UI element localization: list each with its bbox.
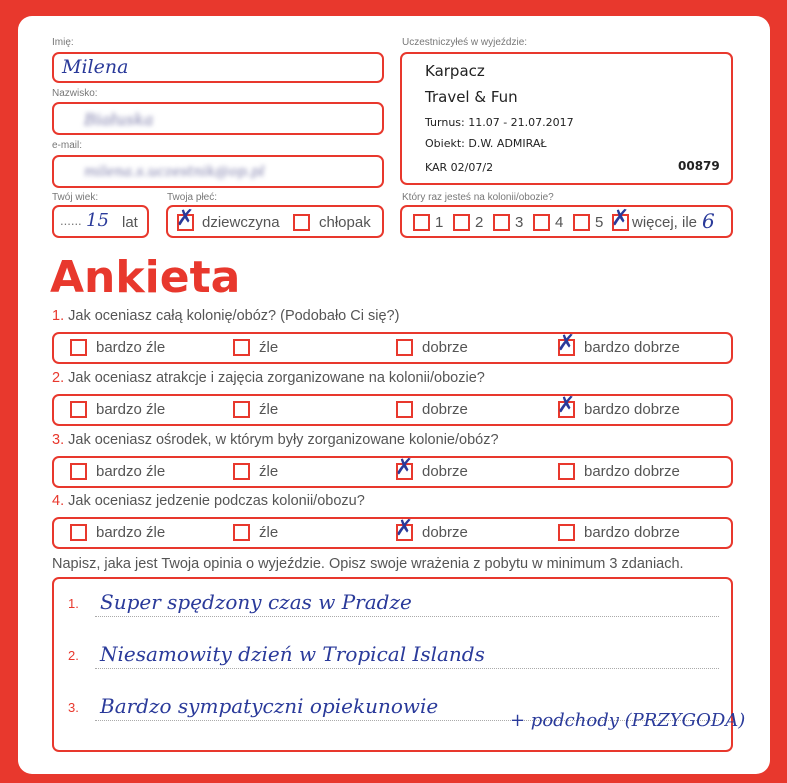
question-3-option-2-checkbox[interactable] <box>233 463 250 480</box>
count-5-checkbox[interactable] <box>573 214 590 231</box>
question-3-option-3-label: dobrze <box>422 463 468 480</box>
age-label: Twój wiek: <box>52 192 99 203</box>
question-2-option-3-label: dobrze <box>422 401 468 418</box>
checkmark-icon: ✗ <box>557 331 576 356</box>
trip-number: 00879 <box>678 159 720 173</box>
question-2-option-2-label: źle <box>259 401 279 418</box>
question-4-option-4-label: bardzo dobrze <box>584 524 680 541</box>
age-field[interactable] <box>52 205 149 238</box>
opinion-1-line <box>95 616 719 617</box>
question-4-option-1-label: bardzo źle <box>96 524 166 541</box>
question-text: Jak oceniasz atrakcje i zajęcia zorganizowane na kolonii/obozie? <box>68 370 485 386</box>
gender-girl-label: dziewczyna <box>202 214 280 231</box>
trip-object: Obiekt: D.W. ADMIRAŁ <box>425 137 547 150</box>
question-1-label <box>52 308 399 324</box>
name-value: Milena <box>62 56 129 78</box>
count-2-label: 2 <box>475 214 484 231</box>
question-number: 4. <box>52 493 65 509</box>
trip-code: KAR 02/07/2 <box>425 161 494 174</box>
question-number: 1. <box>52 308 65 324</box>
count-1-checkbox[interactable] <box>413 214 430 231</box>
question-text: Jak oceniasz ośrodek, w którym były zorganizowane kolonie/obóz? <box>68 432 499 448</box>
question-1-option-3-label: dobrze <box>422 339 468 356</box>
count-4-checkbox[interactable] <box>533 214 550 231</box>
count-more-value: 6 <box>702 209 715 233</box>
question-4-option-1-checkbox[interactable] <box>70 524 87 541</box>
question-3-label <box>52 432 499 448</box>
question-text: Jak oceniasz całą kolonię/obóz? (Podobało Ci się?) <box>68 308 400 324</box>
question-1-option-1-label: bardzo źle <box>96 339 166 356</box>
gender-field <box>166 205 384 238</box>
opinion-2-text: Niesamowity dzień w Tropical Islands <box>100 642 485 666</box>
gender-label: Twoja płeć: <box>167 192 218 203</box>
question-2-option-2-checkbox[interactable] <box>233 401 250 418</box>
opinion-2-number: 2. <box>68 648 79 663</box>
question-4-option-2-label: źle <box>259 524 279 541</box>
camp-count-label: Który raz jesteś na kolonii/obozie? <box>402 192 554 203</box>
question-2-option-4-checkbox[interactable] <box>557 393 576 418</box>
count-more-label: więcej, ile <box>632 214 698 231</box>
question-1-option-3-checkbox[interactable] <box>396 339 413 356</box>
count-more-checkbox[interactable]: ✗ <box>611 206 630 231</box>
count-5-label: 5 <box>595 214 604 231</box>
gender-boy-checkbox[interactable] <box>293 214 310 231</box>
email-field[interactable] <box>52 155 384 188</box>
age-value: 15 <box>86 210 109 231</box>
opinion-2-line <box>95 668 719 669</box>
opinion-prompt: Napisz, jaka jest Twoja opinia o wyjeździe. Opisz swoje wrażenia z pobytu w minimum 3 zdaniach. <box>52 556 684 572</box>
name-field[interactable] <box>52 52 384 83</box>
surname-label: Nazwisko: <box>52 88 98 99</box>
count-4-label: 4 <box>555 214 564 231</box>
question-number: 3. <box>52 432 65 448</box>
question-3-option-1-label: bardzo źle <box>96 463 166 480</box>
question-3-option-2-label: źle <box>259 463 279 480</box>
opinion-3-text: Bardzo sympatyczni opiekunowie <box>100 694 439 718</box>
checkmark-icon: ✗ <box>557 393 576 418</box>
opinion-1-number: 1. <box>68 596 79 611</box>
count-2-checkbox[interactable] <box>453 214 470 231</box>
count-3-checkbox[interactable] <box>493 214 510 231</box>
gender-boy-label: chłopak <box>319 214 371 231</box>
opinion-3-number: 3. <box>68 700 79 715</box>
email-value: milena.s.uczestnik@op.pl <box>84 164 265 180</box>
question-2-label <box>52 370 485 386</box>
question-1-option-2-checkbox[interactable] <box>233 339 250 356</box>
question-4-option-2-checkbox[interactable] <box>233 524 250 541</box>
question-2-option-1-label: bardzo źle <box>96 401 166 418</box>
question-2-option-4-label: bardzo dobrze <box>584 401 680 418</box>
surname-value: Białuska <box>84 110 154 129</box>
question-1-option-4-checkbox[interactable] <box>557 331 576 356</box>
checkmark-icon: ✗ <box>395 455 414 480</box>
trip-turnus: Turnus: 11.07 - 21.07.2017 <box>425 116 574 129</box>
question-4-label <box>52 493 365 509</box>
question-2-option-3-checkbox[interactable] <box>396 401 413 418</box>
checkmark-icon: ✗ <box>395 516 414 541</box>
question-text: Jak oceniasz jedzenie podczas kolonii/obozu? <box>68 493 365 509</box>
participant-label: Uczestniczyłeś w wyjeździe: <box>402 37 528 48</box>
trip-company: Travel & Fun <box>425 88 518 106</box>
trip-location: Karpacz <box>425 62 485 80</box>
question-4-option-4-checkbox[interactable] <box>558 524 575 541</box>
count-1-label: 1 <box>435 214 444 231</box>
age-dots: ...... <box>60 213 82 228</box>
survey-title: Ankieta <box>50 252 241 303</box>
name-label: Imię: <box>52 37 74 48</box>
age-unit: lat <box>122 214 138 231</box>
question-2-option-1-checkbox[interactable] <box>70 401 87 418</box>
question-3-option-4-checkbox[interactable] <box>558 463 575 480</box>
question-1-option-4-label: bardzo dobrze <box>584 339 680 356</box>
opinion-addendum: + podchody (PRZYGODA) <box>510 710 746 731</box>
question-4-option-3-label: dobrze <box>422 524 468 541</box>
email-label: e-mail: <box>52 140 83 151</box>
question-number: 2. <box>52 370 65 386</box>
question-3-option-3-checkbox[interactable] <box>395 455 414 480</box>
question-4-option-3-checkbox[interactable] <box>395 516 414 541</box>
opinion-1-text: Super spędzony czas w Pradze <box>100 590 412 614</box>
question-1-option-2-label: źle <box>259 339 279 356</box>
question-3-option-4-label: bardzo dobrze <box>584 463 680 480</box>
count-3-label: 3 <box>515 214 524 231</box>
question-3-option-1-checkbox[interactable] <box>70 463 87 480</box>
camp-count-field <box>400 205 733 238</box>
gender-girl-checkbox[interactable]: ✗ <box>176 206 195 231</box>
question-1-option-1-checkbox[interactable] <box>70 339 87 356</box>
surname-field[interactable] <box>52 102 384 135</box>
